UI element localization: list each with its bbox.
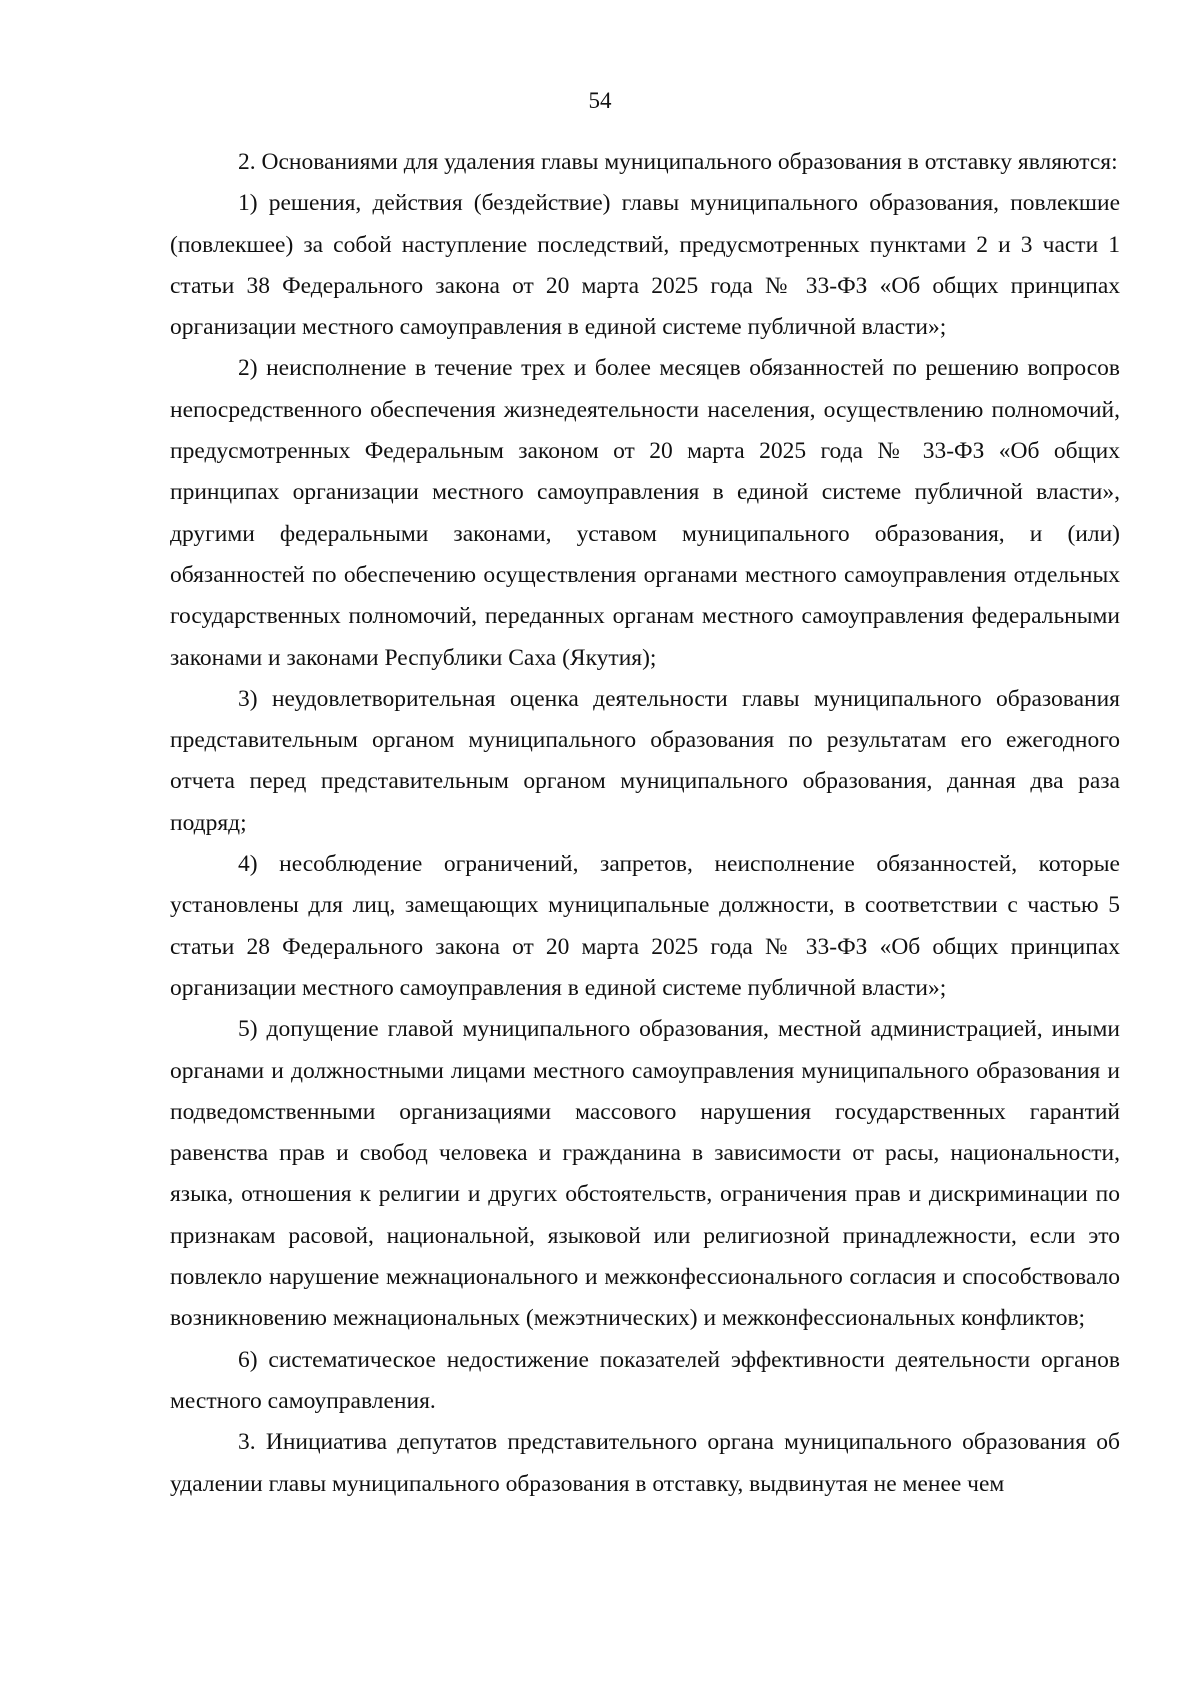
list-item-5: 5) допущение главой муниципального образования, местной администрацией, иными органами и должностными лицами местного самоуправления муниципального образования и подведомственными организациями массового нарушения государственных гарантий равенства прав и свобод человека и гражданина в зависимости от расы, национальности, языка, отношения к религии и других обстоятельств, ограничения прав и дискриминации по признакам расовой, национальной, языковой или религиозной принадлежности, если это повлекло нарушение межнационального и межконфессионального согласия и способствовало возникновению межнациональных (межэтнических) и межконфессиональных конфликтов; (170, 1016, 1120, 1332)
list-item-1: 1) решения, действия (бездействие) главы муниципального образования, повлекшие (повлекшее) за собой наступление последствий, предусмотренных пунктами 2 и 3 части 1 статьи 38 Федерального закона от 20 марта 2025 года № 33-ФЗ «Об общих принципах организации местного самоуправления в единой системе публичной власти»; (170, 190, 1120, 341)
document-body (170, 142, 1120, 1505)
page-number: 54 (588, 88, 612, 113)
list-item-6: 6) систематическое недостижение показателей эффективности деятельности органов местного самоуправления. (170, 1346, 1120, 1414)
list-item-4: 4) несоблюдение ограничений, запретов, неисполнение обязанностей, которые установлены для лиц, замещающих муниципальные должности, в соответствии с частью 5 статьи 28 Федерального закона от 20 марта 2025 года № 33-ФЗ «Об общих принципах организации местного самоуправления в единой системе публичной власти»; (170, 851, 1120, 1001)
paragraph-3: 3. Инициатива депутатов представительного органа муниципального образования об удалении главы муниципального образования в отставку, выдвинутая не менее чем (170, 1429, 1120, 1497)
paragraph-2: 2. Основаниями для удаления главы муниципального образования в отставку являются: (238, 149, 1118, 175)
list-item-2: 2) неисполнение в течение трех и более месяцев обязанностей по решению вопросов непосредственного обеспечения жизнедеятельности населения, осуществлению полномочий, предусмотренных Федеральным законом от 20 марта 2025 года № 33-ФЗ «Об общих принципах организации местного самоуправления в единой системе публичной власти», другими федеральными законами, уставом муниципального образования, и (или) обязанностей по обеспечению осуществления органами местного самоуправления отдельных государственных полномочий, переданных органам местного самоуправления федеральными законами и законами Республики Саха (Якутия); (170, 355, 1120, 671)
list-item-3: 3) неудовлетворительная оценка деятельности главы муниципального образования представительным органом муниципального образования по результатам его ежегодного отчета перед представительным органом муниципального образования, данная два раза подряд; (170, 685, 1120, 836)
